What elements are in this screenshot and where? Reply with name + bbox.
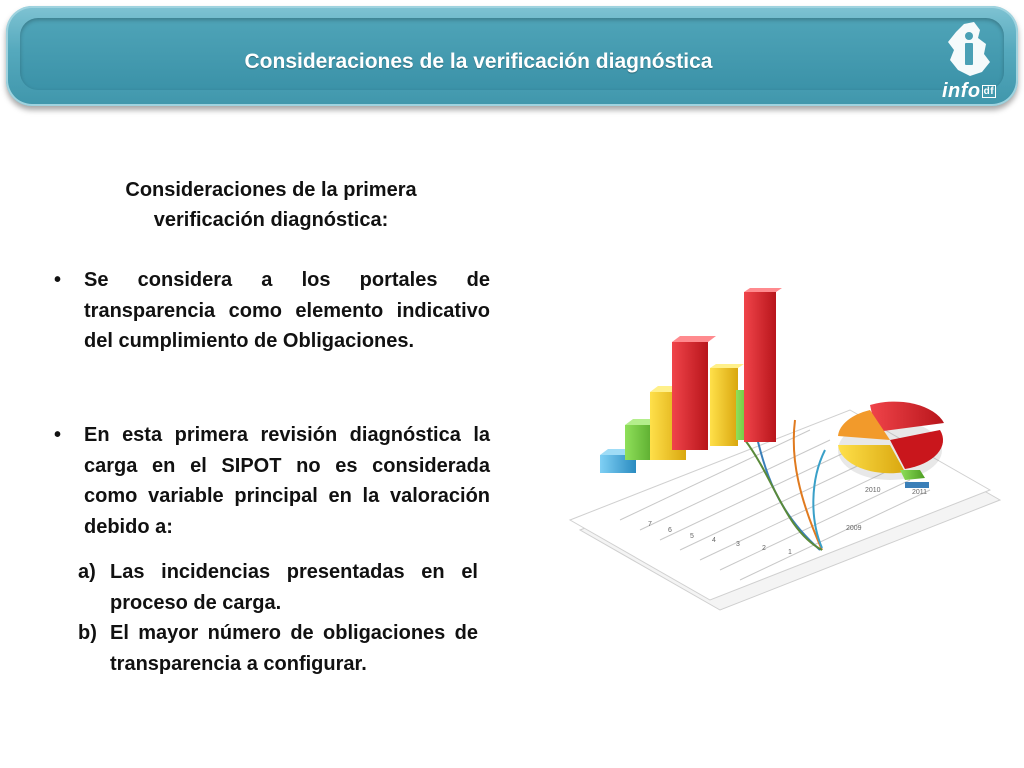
axis-tick: 5 <box>690 533 694 540</box>
bullet-item <box>54 420 490 542</box>
axis-tick: 1 <box>788 549 792 556</box>
axis-tick: 4 <box>712 537 716 544</box>
slide-title: Consideraciones de la verificación diagnóstica <box>244 50 713 73</box>
list-marker: a) <box>78 561 96 583</box>
bar-top <box>672 336 716 342</box>
axis-tick: 3 <box>736 541 740 548</box>
axis-tick: 6 <box>668 527 672 534</box>
infodf-logo <box>934 20 1004 106</box>
bar-top <box>744 288 782 292</box>
list-item-text: Las incidencias presentadas en el proceso de carga. <box>110 561 478 614</box>
axis-tick: 2 <box>762 545 766 552</box>
chart-illustration <box>560 280 1010 620</box>
list-item-text: El mayor número de obligaciones de transparencia a configurar. <box>110 622 478 675</box>
bullet-item <box>54 265 490 357</box>
logo-text: info <box>942 80 981 102</box>
bullet-text: En esta primera revisión diagnóstica la carga en el SIPOT no es considerada como variable principal en la valoración debido a: <box>84 424 490 538</box>
axis-tick: 2010 <box>865 487 881 494</box>
bar <box>710 368 738 446</box>
list-marker: b) <box>78 622 97 644</box>
axis-tick: 2011 <box>912 489 928 496</box>
axis-tick: 7 <box>648 521 652 528</box>
reasons-list <box>78 557 478 679</box>
slide-header <box>6 6 1018 106</box>
axis-tick: 2009 <box>846 525 862 532</box>
bar <box>672 342 708 450</box>
bar <box>744 292 776 442</box>
section-heading: Consideraciones de la primera verificación diagnóstica: <box>125 179 417 231</box>
bar-group <box>600 288 782 473</box>
bullet-marker: • <box>54 269 62 291</box>
logo-suffix: df <box>983 86 995 98</box>
logo-wordmark <box>942 80 996 103</box>
bar-top <box>710 364 744 368</box>
bullet-marker: • <box>54 424 62 446</box>
list-item <box>78 557 478 618</box>
list-item <box>78 618 478 679</box>
legend-swatch <box>905 482 929 488</box>
city-map-icon <box>934 20 1004 80</box>
bullet-text: Se considera a los portales de transparencia como elemento indicativo del cumplimiento de Obligaciones. <box>84 269 490 352</box>
